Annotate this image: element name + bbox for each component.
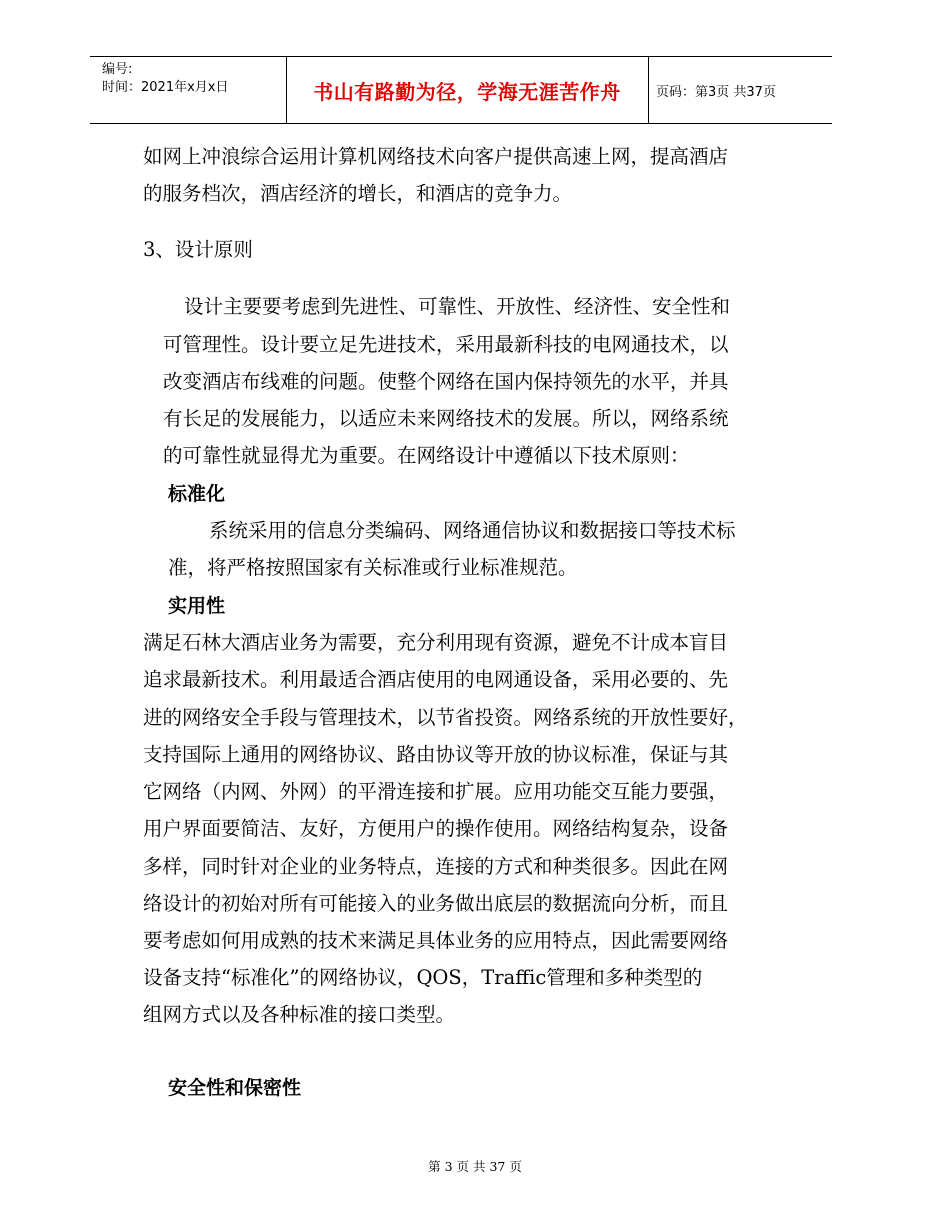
body-text-line: 追求最新技术。利用最适合酒店使用的电网通设备，采用必要的、先 <box>143 668 729 691</box>
body-text-line: 进的网络安全手段与管理技术，以节省投资。网络系统的开放性要好， <box>143 706 748 729</box>
body-text-line: 可管理性。设计要立足先进技术，采用最新科技的电网通技术，以 <box>163 333 729 356</box>
body-text-line: 的服务档次，酒店经济的增长，和酒店的竞争力。 <box>143 182 573 205</box>
body-text-line: 有长足的发展能力，以适应未来网络技术的发展。所以，网络系统 <box>163 407 729 430</box>
body-text-line: 如网上冲浪综合运用计算机网络技术向客户提供高速上网，提高酒店 <box>143 145 729 168</box>
body-text-line: 组网方式以及各种标准的接口类型。 <box>143 1003 456 1026</box>
body-text-line: 络设计的初始对所有可能接入的业务做出底层的数据流向分析，而且 <box>143 892 729 915</box>
header-divider <box>648 57 649 123</box>
body-text-line: 用户界面要简洁、友好，方便用户的操作使用。网络结构复杂，设备 <box>143 817 729 840</box>
body-text-line: 它网络（内网、外网）的平滑连接和扩展。应用功能交互能力要强， <box>143 780 729 803</box>
body-text-line: 要考虑如何用成熟的技术来满足具体业务的应用特点，因此需要网络 <box>143 929 729 952</box>
subsection-title-security: 安全性和保密性 <box>168 1077 302 1099</box>
body-text-line: 多样，同时针对企业的业务特点，连接的方式和种类很多。因此在网 <box>143 855 729 878</box>
body-text-line: 准，将严格按照国家有关标准或行业标准规范。 <box>168 556 578 579</box>
section-title: 3、设计原则 <box>143 238 253 261</box>
body-text-line: 系统采用的信息分类编码、网络通信协议和数据接口等技术标 <box>209 519 736 542</box>
body-text-line: 设备支持“标准化”的网络协议，QOS，Traffic管理和多种类型的 <box>143 966 703 989</box>
page-footer: 第 3 页 共 37 页 <box>428 1159 522 1174</box>
document-time-label: 时间：2021年x月x日 <box>102 80 229 95</box>
body-text-line: 支持国际上通用的网络协议、路由协议等开放的协议标准，保证与其 <box>143 743 729 766</box>
page-header <box>90 56 832 124</box>
header-motto: 书山有路勤为径，学海无涯苦作舟 <box>313 79 621 104</box>
header-page-info: 页码：第3页 共37页 <box>656 84 776 100</box>
body-text-line: 的可靠性就显得尤为重要。在网络设计中遵循以下技术原则： <box>163 444 690 467</box>
subsection-title-practicality: 实用性 <box>168 595 226 617</box>
document-number-label: 编号: <box>102 62 133 77</box>
subsection-title-standardization: 标准化 <box>168 483 226 505</box>
body-text-line: 改变酒店布线难的问题。使整个网络在国内保持领先的水平，并具 <box>163 370 729 393</box>
body-text-line: 满足石林大酒店业务为需要，充分利用现有资源，避免不计成本盲目 <box>143 631 729 654</box>
body-text-line: 设计主要要考虑到先进性、可靠性、开放性、经济性、安全性和 <box>184 295 731 318</box>
header-meta <box>102 61 228 97</box>
